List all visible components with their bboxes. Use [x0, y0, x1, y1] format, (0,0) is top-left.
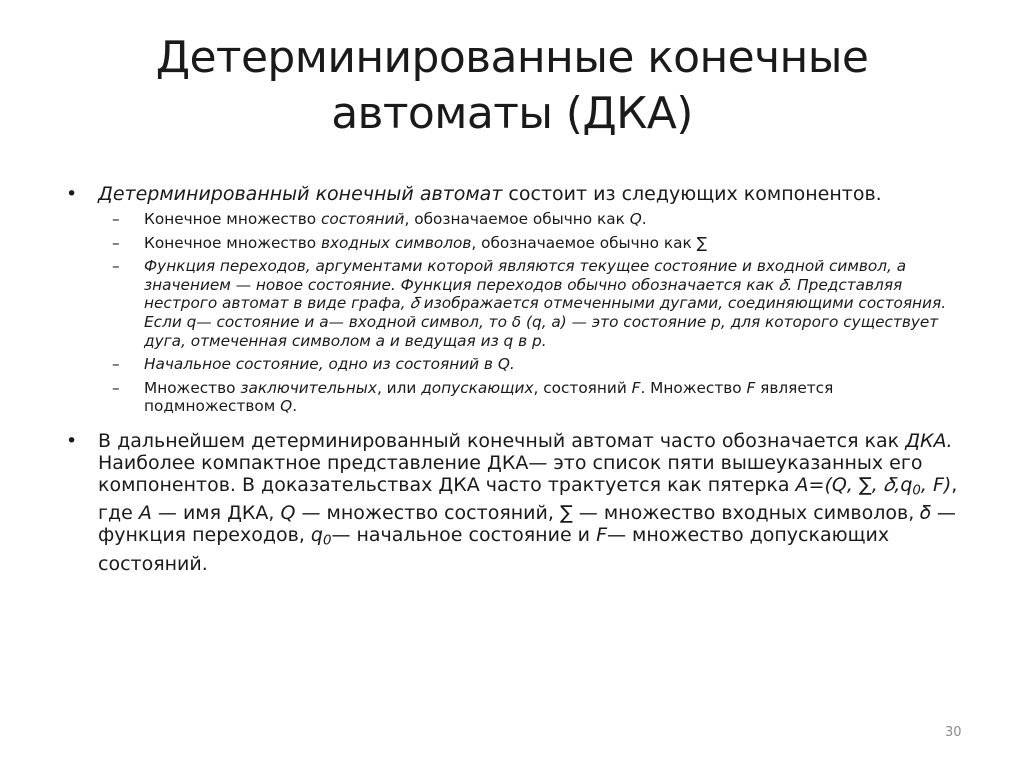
bullet-term: Детерминированный конечный автомат — [98, 183, 503, 205]
sub-bullet-states — [66, 210, 966, 229]
bullet-dfa-definition — [66, 183, 966, 205]
italic-text: Начальное состояние, одно из состояний в Q. — [144, 355, 515, 374]
text-fragment: , обозначаемое обычно как ∑ — [471, 233, 707, 252]
italic-symbol: Q — [629, 210, 642, 228]
slide-number: 30 — [945, 725, 962, 740]
text-fragment: . — [641, 210, 647, 228]
subscript: 0 — [912, 483, 921, 499]
italic-term: входных символов — [320, 233, 472, 252]
text-fragment: , состояний — [533, 378, 632, 397]
sub-bullet-transition-function — [66, 257, 966, 350]
text-fragment: является подмножеством — [144, 378, 834, 416]
sub-bullet-start-state — [66, 355, 966, 374]
italic-symbol: F — [746, 378, 756, 397]
title-line-2: автоматы (ДКА) — [331, 88, 693, 139]
slide-body — [66, 183, 966, 575]
text-fragment: . — [292, 397, 298, 416]
bullet-text: состоит из следующих компонентов. — [502, 183, 882, 205]
italic-formula: , F) — [920, 473, 952, 496]
italic-term: заключительных — [240, 378, 377, 397]
sub-bullet-accepting-states — [66, 379, 966, 416]
italic-term: состояний — [320, 210, 405, 228]
text-fragment: Наиболее компактное представление ДКА— это список пяти вышеуказанных его компонентов. В доказательствах ДКА часто трактуется как пятерка — [98, 451, 923, 496]
slide-title — [40, 30, 984, 142]
italic-symbol: А — [138, 502, 152, 525]
text-fragment: — начальное состояние и — [331, 524, 597, 547]
italic-symbol: Q — [280, 397, 293, 416]
text-fragment: . Множество — [640, 378, 747, 397]
text-fragment: — имя ДКА, — [151, 502, 281, 525]
bullet-dfa-notation — [66, 430, 966, 575]
text-fragment: , обозначаемое обычно как — [404, 210, 630, 228]
italic-symbol: F — [631, 378, 641, 397]
text-fragment: Конечное множество — [144, 210, 321, 228]
italic-term: ДКА. — [905, 429, 953, 452]
text-fragment: , где — [98, 473, 958, 525]
subscript: 0 — [322, 533, 332, 549]
text-fragment: Конечное множество — [144, 233, 321, 252]
italic-formula: A=(Q, ∑, 𝛿,q — [795, 473, 913, 496]
sub-bullet-input-symbols — [66, 234, 966, 253]
italic-symbol: F — [596, 524, 607, 547]
italic-text: Функция переходов, аргументами которой являются текущее состояние и входной символ, а значением — новое состояние. Функция переходов обычно обозначается как 𝛿. Представляя нестрого автомат в виде графа, 𝛿 изображается отмеченными дугами, соединяющими состояния. Если q— состояние и а— входной символ, то δ (q, а) — это состояние р, для которого существует дуга, отмеченная символом а и ведущая из q в р. — [144, 257, 947, 350]
text-fragment: Множество — [144, 378, 241, 397]
text-fragment: — множество допускающих состояний. — [98, 524, 890, 575]
italic-symbol: Q — [280, 502, 296, 525]
italic-symbol: q — [310, 524, 323, 547]
italic-term: допускающих — [421, 378, 534, 397]
text-fragment: — множество состояний, ∑ — множество входных символов, 𝛿 — функция переходов, — [98, 502, 956, 547]
title-line-1: Детерминированные конечные — [155, 32, 869, 83]
text-fragment: В дальнейшем детерминированный конечный автомат часто обозначается как — [98, 429, 906, 452]
text-fragment: , или — [376, 378, 422, 397]
